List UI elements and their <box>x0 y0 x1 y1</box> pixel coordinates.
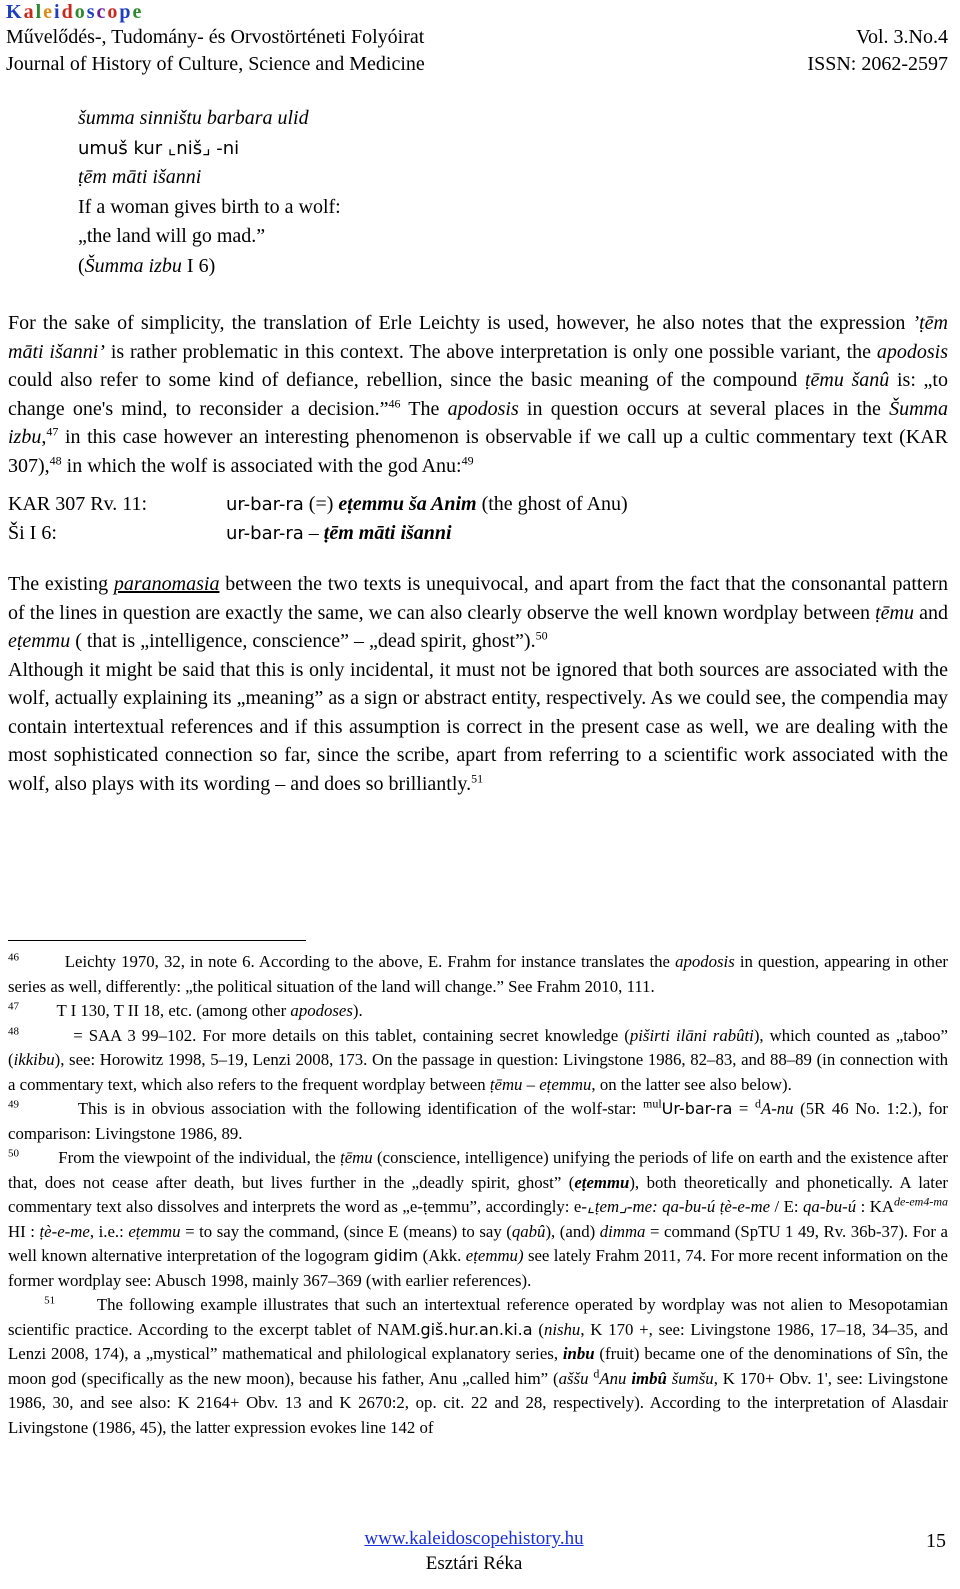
paragraph-3 <box>8 656 948 799</box>
text-comparison-table <box>8 490 948 548</box>
p3-text: Although it might be said that this is only incidental, it must not be ignored that both sources are associated with the wolf, actually explaining its „meaning” as a sign or abstract entity, respectively. As we could see, the compendia may contain intertextual references and if this assumption is correct in the present case as well, we are dealing with the most sophisticated connection so far, since the scribe, apart from referring to a scientific work associated with the wolf, also plays with its wording – and does so brilliantly. <box>8 658 948 795</box>
fn46-b: apodosis <box>675 952 735 971</box>
fn50-f: ⌞ṭem⌟-me: qa-bu-ú ṭè-e-me <box>586 1197 771 1216</box>
fn50-p: qabû <box>511 1221 546 1241</box>
author-name: Esztári Réka <box>425 1553 523 1574</box>
fn49-f: (5R 46 No. 1:2.), for comparison: Livingstone 1986, 89. <box>8 1099 949 1143</box>
p1-text-j: in question occurs at several places in the <box>518 397 890 420</box>
quote-line-1: šumma sinništu barbara ulid <box>78 107 309 129</box>
quote-line-6 <box>78 252 948 282</box>
fn46-a: Leichty 1970, 32, in note 6. According to the above, E. Frahm for instance translates the <box>59 952 676 971</box>
p1-italic-b: ’ṭēm māti išanni’ <box>8 312 948 363</box>
fn50-s: = command (SpTU 1 49, Rv. 36b-37). For a well known alternative interpretation of the logogram <box>8 1221 949 1265</box>
p1-text-h: The <box>400 397 448 420</box>
fn51-b: giš.hur.an.ki.a <box>420 1319 533 1339</box>
footnote-50 <box>8 1146 948 1293</box>
p1-text-c: is rather problematic in this context. The above interpretation is only one possible variant, the <box>104 340 877 363</box>
footnote-47-number: 47 <box>8 1000 19 1013</box>
fn46-c: in question, appearing in other series as well, differently: „the political situation of the land will change.” See Frahm 2010, 111. <box>8 952 948 996</box>
brand-letter: e <box>132 1 144 23</box>
footnote-49-number: 49 <box>8 1098 19 1111</box>
footnotes <box>8 950 948 1440</box>
p1-italic-i: apodosis <box>447 397 519 420</box>
fn50-u: (Akk. <box>418 1246 466 1265</box>
quote-line-3: ṭēm māti išanni <box>78 166 202 188</box>
quote-source-ref: I 6) <box>181 254 216 277</box>
fn50-m: , i.e.: <box>89 1221 129 1241</box>
page-footer <box>0 1526 948 1576</box>
fn48-b: piširti ilāni rabûti <box>629 1025 754 1045</box>
footnote-51-number: 51 <box>44 1294 56 1307</box>
fn51-c: ( <box>532 1319 544 1339</box>
fn50-j: de-em4-ma <box>894 1194 948 1209</box>
footnote-51 <box>8 1293 948 1440</box>
fn51-g: (fruit) became one of the denominations of Sîn, the moon god (specifically as the new moon), because his father, Anu „called him” ( <box>8 1344 948 1388</box>
fn50-a: From the viewpoint of the individual, the <box>53 1148 341 1167</box>
fn51-e: , K 170 +, see: Livingstone 1986, 17–18, 34–35, and Lenzi 2008, 174), a „mystical” mathematical and philological explanatory series, <box>8 1319 948 1363</box>
issn-number: ISSN: 2062-2597 <box>807 53 948 75</box>
fn49-mul: mul <box>642 1096 662 1111</box>
fn50-g: / E: <box>770 1197 804 1216</box>
footnote-47 <box>8 999 948 1024</box>
fn50-d: eṭemmu <box>574 1172 630 1192</box>
quote-paren: ( <box>78 254 85 277</box>
footnote-50-number: 50 <box>8 1147 19 1160</box>
brand-letter: d <box>61 1 75 23</box>
p2-text-e: and <box>914 601 948 624</box>
fn51-h: aššu <box>558 1368 594 1388</box>
fn49-e: A-nu <box>760 1099 794 1118</box>
brand-letter: K <box>6 1 24 23</box>
footnote-ref-51[interactable]: 51 <box>471 770 484 785</box>
brand-letter: a <box>23 1 36 23</box>
kar-row-1-sumerian: ur-bar-ra <box>226 494 304 515</box>
paragraph-1: For the sake of simplicity, the translation of Erle Leichty is used, however, he also notes that the expression ’ṭēm māti išanni’ is rather problematic in this context. The above interpretation is only one possible variant, the apodosis could also refer to some kind of defiance, rebellion, since the basic meaning of the compound ṭēmu šanû is: „to change one's mind, to reconsider a decision.”$^{46}$ The apodosis in question occurs at several places in the Šumma izbu,$^{47}$ in this case however an interesting phenomenon is observable if we call up a cultic commentary text (KAR 307),$^{48}$ in which the wolf is associated with the god Anu:$^{49}$ <box>8 312 948 477</box>
brand-letter: s <box>86 1 97 23</box>
fn50-w: see lately Frahm 2011, 74. For more recent information on the former wordplay see: Abusch 1998, mainly 367–369 (with earlier references). <box>8 1246 948 1290</box>
kar-row-1-akkadian: eṭemmu ša Anim <box>338 493 477 515</box>
kar-row-2-dash: – <box>303 522 324 544</box>
fn51-m: , K 170+ Obv. 1', see: Livingstone 1986, 30, and see also: K 2164+ Obv. 13 and K 2670:2, op. cit. 22 and 28, respectively). According to the interpretation of Alasdair Livingstone (1986, 45), the latter expression evokes line 142 of <box>8 1368 948 1437</box>
footnote-46-number: 46 <box>8 951 19 964</box>
p1-text-g: is: „to change one's mind, to reconsider a decision.” <box>8 369 948 420</box>
fn50-c: (conscience, intelligence) unifying the periods of life on earth and the existence after that, does not cease after death, but lives further in the „deadly spirit, ghost” ( <box>8 1148 949 1192</box>
fn50-e: ), both theoretically and phonetically. A later commentary text also dissolves and interprets the word as „e-ṭemmu”, accordingly: e- <box>8 1172 948 1216</box>
fn49-c: = <box>732 1099 755 1118</box>
journal-header <box>6 0 948 78</box>
fn51-a: The following example illustrates that such an intertextual reference operated by wordplay was not alien to Mesopotamian scientific practice. According to the excerpt tablet of NAM. <box>8 1295 949 1339</box>
fn49-b: Ur-bar-ra <box>661 1099 733 1118</box>
kar-row-1-value <box>226 490 948 519</box>
fn50-l: ṭè-e-me <box>39 1221 90 1241</box>
fn51-d: nishu <box>543 1319 581 1339</box>
fn49-d: d <box>754 1096 761 1111</box>
p2-italic-b: paranomasia <box>113 573 220 595</box>
p1-text-l: in this case however an interesting phenomenon is observable if we call up a cultic commentary text (KAR 307), <box>8 426 948 477</box>
quote-line-4: If a woman gives birth to a wolf: <box>78 195 341 218</box>
footnote-ref-50[interactable]: 50 <box>535 628 548 643</box>
fn50-i: : KA <box>856 1197 895 1216</box>
fn47-c: ). <box>352 1001 363 1020</box>
journal-subtitle-english: Journal of History of Culture, Science and Medicine <box>6 53 425 75</box>
fn50-t: gidim <box>373 1246 419 1265</box>
p2-italic-f: eṭemmu <box>8 630 71 652</box>
footnote-ref-47[interactable]: 47 <box>46 424 59 439</box>
p1-text-a: For the sake of simplicity, the translation of Erle Leichty is used, however, he also notes that the expression <box>8 312 913 334</box>
fn47-a: T I 130, T II 18, etc. (among other <box>52 1001 291 1020</box>
brand-letter: o <box>107 1 120 23</box>
fn51-j: Anu <box>599 1368 627 1388</box>
fn49-a: This is in obvious association with the following identification of the wolf-star: <box>71 1099 643 1118</box>
kar-row-1-eq: (=) <box>303 493 339 515</box>
brand-letter: e <box>43 1 55 23</box>
footnote-ref-49[interactable]: 49 <box>461 452 474 467</box>
journal-brand-logo <box>6 0 948 24</box>
kar-row-2-akkadian: ṭēm māti išanni <box>323 522 452 544</box>
brand-letter: i <box>54 1 62 23</box>
fn51-k: imbû <box>626 1368 667 1388</box>
footnote-48 <box>8 1024 948 1098</box>
footnote-46 <box>8 950 948 999</box>
fn50-v: eṭemmu) <box>465 1246 524 1265</box>
fn50-q: ), (and) <box>545 1221 600 1241</box>
p2-text-g: ( that is „intelligence, conscience” – „dead spirit, ghost”). <box>70 630 536 652</box>
p1-italic-f: ṭēmu šanû <box>804 369 890 391</box>
fn47-b: apodoses <box>290 1001 353 1020</box>
fn48-a: = SAA 3 99–102. For more details on this tablet, containing secret knowledge ( <box>67 1025 630 1045</box>
fn48-g: , on the latter see also below). <box>591 1074 792 1094</box>
brand-letter: c <box>96 1 108 23</box>
fn50-h: qa-bu-ú <box>803 1197 857 1216</box>
quote-line-2-text: umuš kur ⌞niš⌟ -ni <box>78 137 240 159</box>
fn50-o: = to say the command, (since E (means) to say ( <box>180 1221 512 1241</box>
fn48-d: ikkibu <box>13 1050 55 1069</box>
journal-subtitle-hungarian: Művelődés-, Tudomány- és Orvostörténeti Folyóirat <box>6 26 425 48</box>
p1-text-m: in which the wolf is associated with the god Anu: <box>61 454 462 477</box>
fn48-f: ṭēmu – eṭemmu <box>489 1074 592 1094</box>
footnote-49 <box>8 1097 948 1146</box>
p2-text-c: between the two texts is unequivocal, and apart from the fact that the consonantal pattern of the lines in question are exactly the same, we can also clearly observe the well known wordplay between <box>8 573 948 624</box>
p2-italic-d: ṭēmu <box>875 601 914 624</box>
quote-line-2 <box>78 134 948 164</box>
kar-row-1-label: KAR 307 Rv. 11: <box>8 493 148 515</box>
volume-number: Vol. 3.No.4 <box>856 26 948 48</box>
fn50-k: HI : <box>8 1221 40 1241</box>
fn51-f: inbu <box>562 1344 595 1363</box>
brand-letter: l <box>35 1 44 23</box>
brand-letter: o <box>74 1 87 23</box>
fn48-c: ), which counted as „taboo” ( <box>8 1025 949 1069</box>
p1-italic-k: Šumma izbu <box>8 397 948 448</box>
p1-text-e: could also refer to some kind of defiance, rebellion, since the basic meaning of the compound <box>8 369 805 391</box>
kar-row-2-value <box>226 519 948 548</box>
quote-line-5: „the land will go mad.” <box>78 225 266 247</box>
footnote-separator <box>8 940 306 941</box>
fn51-l: šumšu <box>666 1368 714 1388</box>
fn50-r: dimma <box>599 1221 646 1241</box>
fn48-e: ), see: Horowitz 1998, 5–19, Lenzi 2008, 173. On the passage in question: Livingstone 1986, 82–83, and 88–89 (in connection with a commentary text, which also refers to the frequent wordplay between <box>8 1050 948 1094</box>
article-body <box>8 104 948 798</box>
omen-quotation <box>8 104 948 281</box>
kar-row-2-sumerian: ur-bar-ra <box>226 523 304 544</box>
p2-text-a: The existing <box>8 573 114 595</box>
fn50-b: ṭēmu <box>340 1148 373 1167</box>
fn51-i: d <box>593 1365 600 1380</box>
page-number: 15 <box>926 1530 946 1552</box>
footnote-ref-46[interactable]: 46 <box>388 395 401 410</box>
kar-row-2-label: Ši I 6: <box>8 522 57 544</box>
footnote-48-number: 48 <box>8 1024 19 1037</box>
footnote-ref-48[interactable]: 48 <box>49 452 62 467</box>
brand-letter: p <box>119 1 133 23</box>
kar-row-1-translation: (the ghost of Anu) <box>476 493 628 515</box>
paragraph-2 <box>8 570 948 656</box>
website-link[interactable]: www.kaleidoscopehistory.hu <box>364 1528 584 1549</box>
quote-source-title: Šumma izbu <box>84 254 182 277</box>
p1-italic-d: apodosis <box>876 340 948 363</box>
fn50-n2: eṭemmu <box>128 1221 181 1241</box>
